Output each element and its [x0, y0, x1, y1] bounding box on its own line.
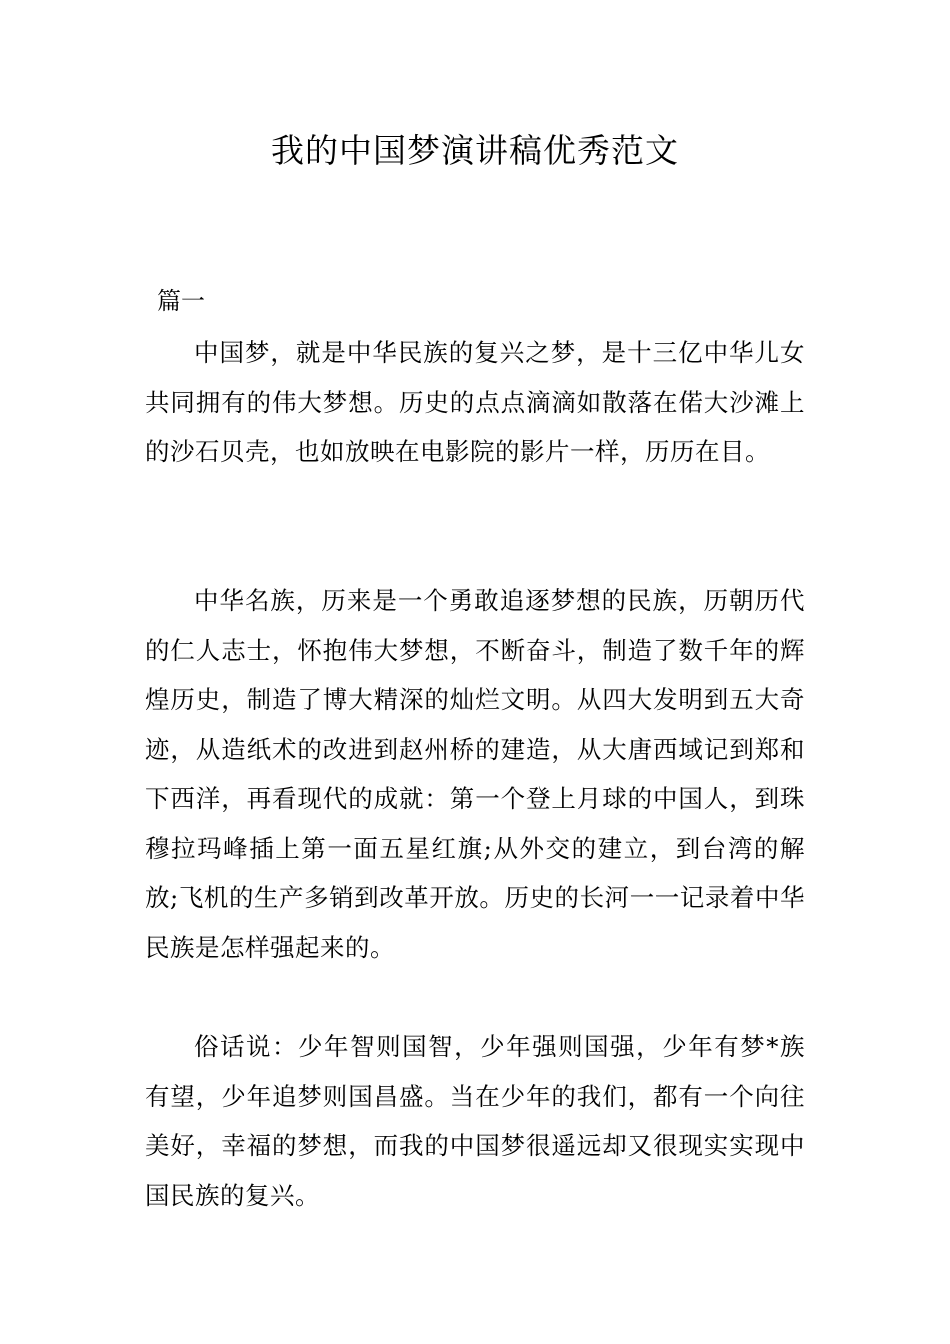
paragraph-1: 中国梦，就是中华民族的复兴之梦，是十三亿中华儿女共同拥有的伟大梦想。历史的点点滴滴如散落在偌大沙滩上的沙石贝壳，也如放映在电影院的影片一样，历历在目。 — [145, 338, 805, 466]
paragraph-2: 中华名族，历来是一个勇敢追逐梦想的民族，历朝历代的仁人志士，怀抱伟大梦想，不断奋斗，制造了数千年的辉煌历史，制造了博大精深的灿烂文明。从四大发明到五大奇迹，从造纸术的改进到赵州桥的建造，从大唐西域记到郑和下西洋，再看现代的成就：第一个登上月球的中国人，到珠穆拉玛峰插上第一面五星红旗;从外交的建立，到台湾的解放;飞机的生产多销到改革开放。历史的长河一一记录着中华民族是怎样强起来的。 — [145, 586, 805, 962]
document-title: 我的中国梦演讲稿优秀范文 — [271, 131, 679, 170]
paragraph-3: 俗话说：少年智则国智，少年强则国强，少年有梦*族有望，少年追梦则国昌盛。当在少年的我们，都有一个向往美好，幸福的梦想，而我的中国梦很遥远却又很现实实现中国民族的复兴。 — [145, 1032, 805, 1210]
section-label: 篇一 — [157, 287, 205, 315]
